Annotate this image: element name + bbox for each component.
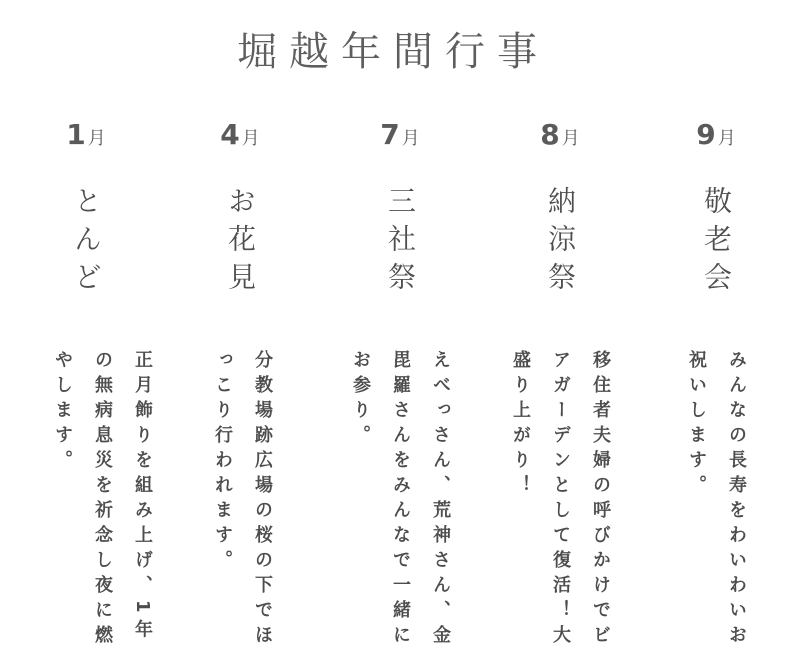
event-name: 敬老会 bbox=[700, 186, 733, 300]
month-number: 1 bbox=[66, 118, 86, 151]
event-description: えべっさん、荒神さん、金毘羅さんをみんなで一緒にお参り。 bbox=[350, 350, 451, 650]
month-label bbox=[482, 118, 638, 151]
event-description: 移住者夫婦の呼びかけでビアガーデンとして復活！大盛り上がり！ bbox=[510, 350, 611, 650]
event-description: みんなの長寿をわいわいお祝いします。 bbox=[686, 350, 747, 650]
month-number: 9 bbox=[696, 118, 716, 151]
month-label bbox=[8, 118, 164, 151]
month-unit: 月 bbox=[87, 128, 106, 149]
month-unit: 月 bbox=[717, 128, 736, 149]
page-title: 堀越年間行事 bbox=[237, 29, 549, 75]
event-description: 正月飾りを組み上げ、1年の無病息災を祈念し夜に燃やします。 bbox=[52, 350, 153, 650]
event-description: 分教場跡広場の桜の下でほっこり行われます。 bbox=[212, 350, 273, 650]
event-column-april bbox=[162, 0, 318, 666]
event-name: とんど bbox=[70, 186, 103, 300]
event-name: お花見 bbox=[224, 186, 257, 300]
month-label bbox=[638, 118, 786, 151]
month-label bbox=[322, 118, 478, 151]
month-unit: 月 bbox=[401, 128, 420, 149]
event-name: 納涼祭 bbox=[544, 186, 577, 300]
month-number: 8 bbox=[540, 118, 560, 151]
event-name: 三社祭 bbox=[384, 186, 417, 300]
month-label bbox=[162, 118, 318, 151]
month-number: 7 bbox=[380, 118, 400, 151]
month-number: 4 bbox=[220, 118, 240, 151]
event-column-january bbox=[8, 0, 164, 666]
event-column-september bbox=[638, 0, 786, 666]
event-column-august bbox=[482, 0, 638, 666]
month-unit: 月 bbox=[241, 128, 260, 149]
month-unit: 月 bbox=[561, 128, 580, 149]
event-column-july bbox=[322, 0, 478, 666]
